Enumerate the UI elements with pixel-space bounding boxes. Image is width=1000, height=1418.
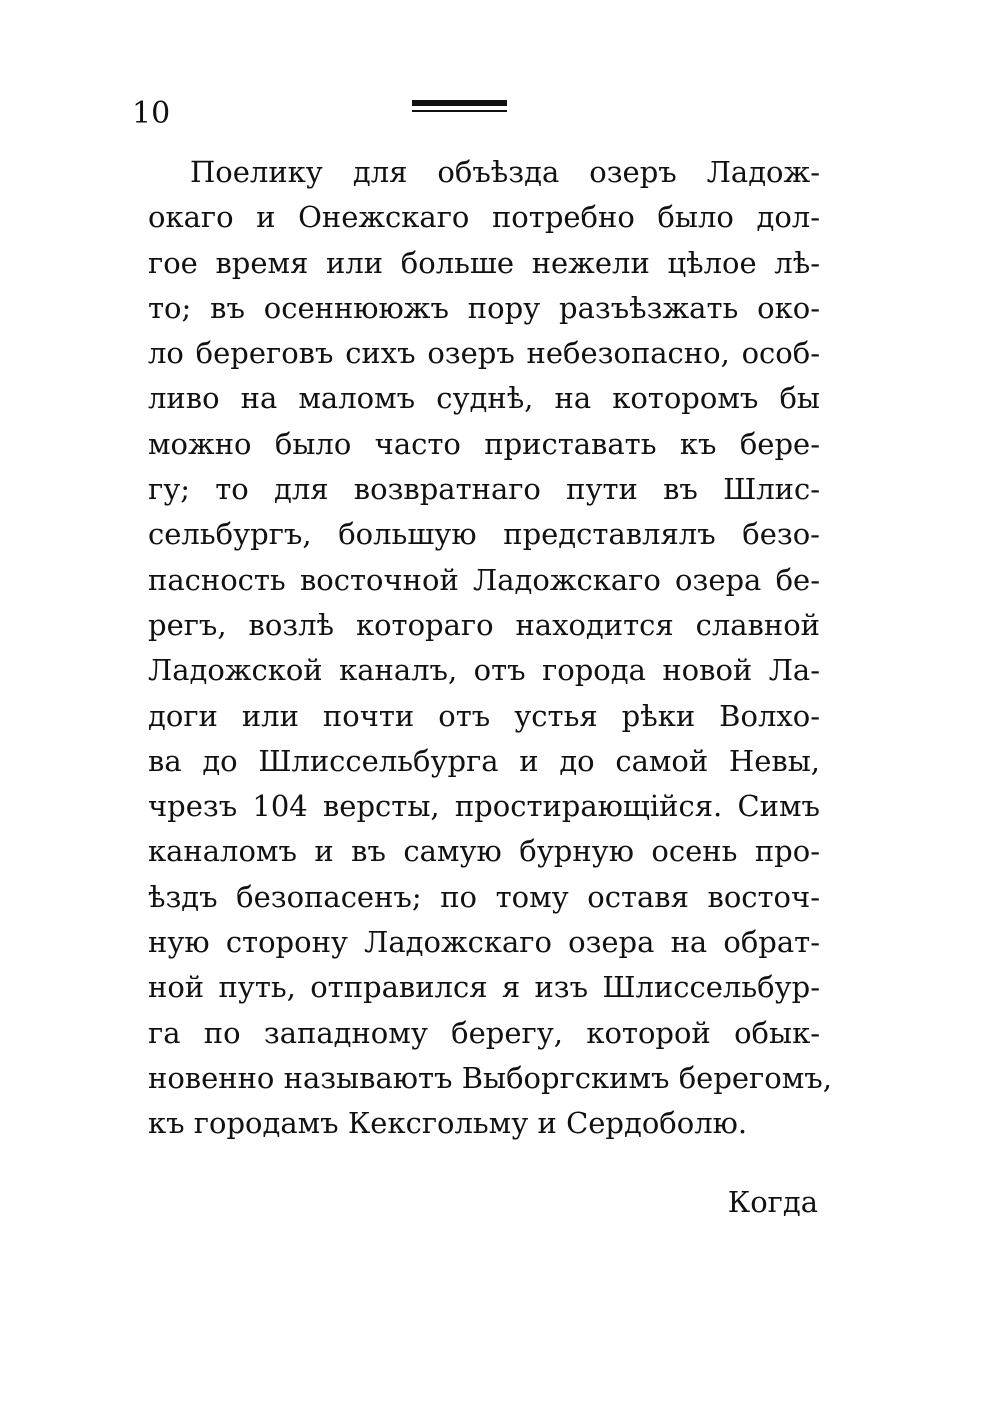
text-line: гу; то для возвратнаго пути въ Шлис- [148,472,820,507]
text-line: гое время или больше нежели цѣлое лѣ- [148,245,820,280]
header-rule [412,100,507,114]
text-line: чрезъ 104 версты, простирающійся. Симъ [148,789,820,824]
text-line: ливо на маломъ суднѣ, на которомъ бы [148,381,820,416]
text-line: доги или почти отъ устья рѣки Волхо- [148,698,820,733]
body-paragraph [148,150,832,1147]
text-line: то; въ осеннююжъ пору разъѣзжать око- [148,290,820,325]
text-line: га по западному берегу, которой обык- [148,1015,820,1050]
text-line: сельбургъ, большую представлялъ безо- [148,517,820,552]
text-line: Ладожской каналъ, отъ города новой Ла- [148,653,820,688]
header-rule-thick-line [412,100,507,106]
text-line: ло береговъ сихъ озеръ небезопасно, особ- [148,336,820,371]
text-line: каналомъ и въ самую бурную осень про- [148,834,820,869]
text-line: къ городамъ Кексгольму и Сердоболю. [148,1106,748,1141]
text-line: ѣздъ безопасенъ; по тому оставя восточ- [148,879,820,914]
page-number: 10 [132,96,171,131]
text-line: можно было часто приставать къ бере- [148,426,820,461]
text-line: окаго и Онежскаго потребно было дол- [148,200,820,235]
catchword: Когда [727,1185,818,1219]
header-rule-thin-line [412,110,507,112]
text-line: ной путь, отправился я изъ Шлиссельбур- [148,970,820,1005]
text-line: регъ, возлѣ котораго находится славной [148,607,820,642]
text-line: ва до Шлиссельбурга и до самой Невы, [148,743,820,778]
text-line: пасность восточной Ладожскаго озера бе- [148,562,820,597]
text-line: ную сторону Ладожскаго озера на обрат- [148,925,820,960]
text-line: новенно называютъ Выборгскимъ берегомъ, [148,1060,832,1095]
text-line: Поелику для объѣзда озеръ Ладож- [190,155,820,189]
